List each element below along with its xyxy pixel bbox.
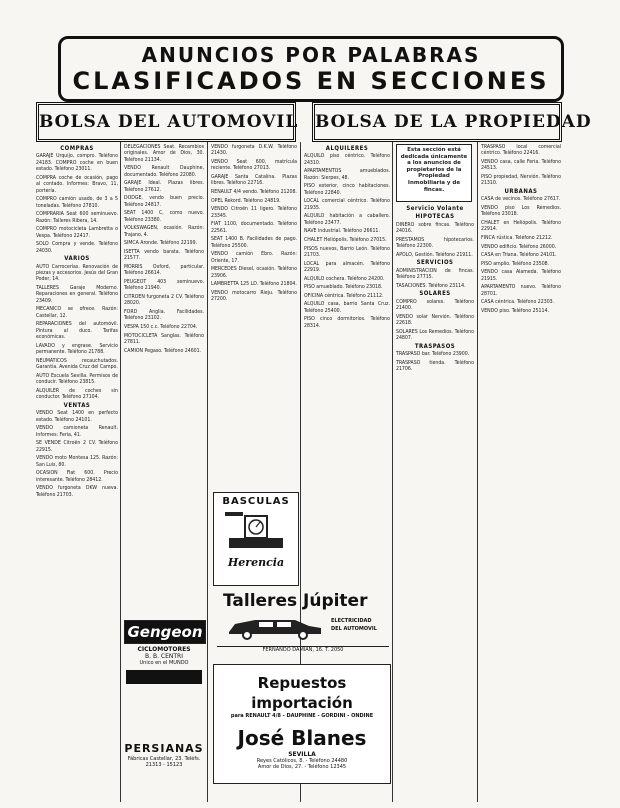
ciclomotores-brand: B. B. CENTRI [145, 653, 183, 660]
subhead-hipotecas: HIPOTECAS [415, 213, 455, 221]
ad-text: NAVE industrial. Teléfono 26611. [304, 228, 380, 235]
ad-text: ALQUILO piso céntrico. Teléfono 24310. [304, 153, 390, 166]
column-6 [481, 144, 561, 794]
ad-text: TRASPASO tienda. Teléfono 21706. [396, 359, 474, 373]
ad-text: COMPRO camión usado, de 3 a 5 toneladas. Teléfono 27810. [36, 196, 118, 209]
basculas-brand: Herencia [227, 556, 285, 569]
ad-text: ALQUILER de coches sin conductor. Teléfono 27104. [36, 387, 118, 401]
ad-text: VENDO furgoneta D.K.W. Teléfono 21430. [211, 144, 297, 157]
ad-text: LAMBRETTA 125 LD. Teléfono 21804. [211, 281, 297, 288]
ad-text: ALQUILO casa, barrio Santa Cruz. Teléfono 25400. [304, 301, 390, 314]
subhead-ventas: VENTAS [63, 401, 91, 409]
column-rule [207, 142, 208, 802]
ad-text: CAMION Pegaso. Teléfono 24601. [124, 347, 202, 354]
ad-text: APARTAMENTO nuevo. Teléfono 28701. [481, 284, 561, 297]
ad-text: PRESTAMOS hipotecarios. Teléfono 22300. [396, 236, 474, 250]
ad-text: AUTO Carrocerías. Renovación de piezas y accesorios. Jesús del Gran Poder, 14. [36, 263, 118, 283]
ad-text: ISETTA vendo barata. Teléfono 21577. [124, 249, 204, 262]
column-rule [120, 142, 121, 802]
ad-text: TRASPASO bar. Teléfono 23900. [396, 351, 470, 358]
ciclomotores-ad [124, 646, 204, 708]
column-3 [211, 144, 297, 484]
column-rule [392, 142, 393, 802]
ad-text: LAVADO y engrase. Servicio permanente. Teléfono 21788. [36, 342, 118, 356]
ad-text: PISOS nuevos, Barrio León. Teléfono 21703. [304, 245, 390, 258]
ad-text: MORRIS Oxford, particular. Teléfono 26614. [124, 264, 204, 277]
ciclomotores-text: Unico en el MUNDO [139, 660, 189, 666]
column-4 [304, 144, 390, 784]
talleres-sub2: DEL AUTOMOVIL [331, 626, 377, 632]
ad-text: FORD Anglia. Facilidades. Teléfono 23102. [124, 309, 204, 322]
ad-text: VENDO solar Nervión. Teléfono 22618. [396, 313, 474, 327]
ad-text: SOLARES Los Remedios. Teléfono 24807. [396, 328, 474, 342]
ciclomotores-title: CICLOMOTORES [137, 646, 191, 653]
ad-text: SEAT 1400 B. Facilidades de pago. Teléfono 25500. [211, 236, 297, 249]
ad-text: VENDO Seat 600, matrícula reciente. Teléfono 27013. [211, 159, 297, 172]
talleres-sub1: ELECTRICIDAD [331, 618, 372, 624]
persianas-title: PERSIANAS [124, 742, 204, 755]
ad-text: VENDO Citroën 11 ligero. Teléfono 23345. [211, 206, 297, 219]
ad-text: VENDO edificio. Teléfono 26000. [481, 243, 557, 250]
jose-blanes-address-1: Reyes Católicos, 8. - Teléfono 24480 [256, 758, 348, 764]
ad-text: CASA céntrica. Teléfono 22303. [481, 299, 555, 306]
ad-text: VENDO casa, calle Feria. Teléfono 24513. [481, 159, 561, 172]
ad-text: TASACIONES. Teléfono 23114. [396, 282, 466, 289]
ad-text: VENDO piso Los Remedios. Teléfono 23018. [481, 205, 561, 218]
ad-text: SOLO Compra y vende. Teléfono 24030. [36, 241, 118, 254]
ad-text: APARTAMENTOS amueblados. Razón: Sierpes, 48. [304, 168, 390, 181]
ad-text: APOLO, Gestión. Teléfono 21911. [396, 251, 473, 258]
nota-box: Esta sección está dedicada únicamente a los anuncios de propietarios de la Propiedad Inmobiliaria y de fincas. [396, 144, 472, 202]
basculas-title: BASCULAS [222, 496, 290, 507]
banner-line-2: CLASIFICADOS EN SECCIONES [72, 67, 550, 95]
ad-text: VESPA 150 c.c. Teléfono 22704. [124, 324, 198, 330]
jose-blanes-address-2: Amor de Dios, 27. - Teléfono 12345 [257, 764, 347, 770]
ad-text: VENDO camión Ebro. Razón: Oriente, 17. [211, 251, 297, 264]
ad-text: VENDO moto Montesa 125. Razón: San Luis, 80. [36, 455, 118, 468]
gengeon-logo: Gengeon [127, 623, 203, 641]
ad-text: PISO amplio. Teléfono 23508. [481, 260, 550, 267]
ad-text: VENDO casa Alameda. Teléfono 21915. [481, 269, 561, 282]
column-1 [36, 144, 118, 804]
ad-text: GARAJE Ideal. Plazas libres. Teléfono 27612. [124, 180, 204, 193]
subhead-varios: VARIOS [64, 255, 90, 263]
ad-text: COMPRA coche de ocasión, pago al contado. Informes: Bravo, 11, portería. [36, 174, 118, 194]
ad-text: PISO exterior, cinco habitaciones. Teléfono 22840. [304, 183, 390, 196]
ad-text: LOCAL comercial céntrico. Teléfono 21935. [304, 198, 390, 211]
ad-text: PISO amueblado. Teléfono 23018. [304, 284, 383, 291]
ad-text: OCASION Fiat 600. Precio interesante. Teléfono 28412. [36, 470, 118, 483]
ad-text: CHALET en Heliópolis. Teléfono 22914. [481, 220, 561, 233]
persianas-text: Fábricas Castellar, 23. Teléfs. 21313 - 15123 [127, 756, 201, 768]
ad-text: VENDO piso. Teléfono 25114. [481, 307, 549, 314]
ad-text: VENDO motocarro Rieju. Teléfono 27200. [211, 289, 297, 303]
ad-text: PISO propiedad, Nervión. Teléfono 21310. [481, 174, 561, 187]
column-5 [396, 144, 474, 794]
subhead-compras: COMPRAS [60, 145, 94, 152]
basculas-ad [213, 492, 299, 586]
subhead-alquileres: ALQUILERES [325, 145, 369, 152]
jose-blanes-city: SEVILLA [288, 751, 316, 758]
ad-text: PEUGEOT 403 seminuevo. Teléfono 21940. [124, 279, 204, 292]
jose-blanes-name: José Blanes [237, 726, 367, 750]
ad-text: DELEGACIONES Seat. Recambios originales. Amor de Dios, 30. Teléfono 21134. [124, 144, 204, 163]
ad-text: OPEL Rekord. Teléfono 24819. [211, 197, 281, 204]
ad-text: REPARACIONES del automóvil. Pintura al duco. Tarifas económicas. [36, 321, 118, 341]
ad-text: CITROEN furgoneta 2 CV. Teléfono 28020. [124, 294, 204, 307]
ad-text: AUTO Escuela Sevilla. Permisos de conducir. Teléfono 23815. [36, 372, 118, 386]
ad-text: SEAT 1400 C, como nuevo. Teléfono 23380. [124, 210, 204, 223]
column-2 [124, 144, 204, 614]
subhead-solares: SOLARES [419, 290, 451, 298]
ad-text: MERCEDES Diesel, ocasión. Teléfono 23906. [211, 266, 297, 279]
ad-text: GARAJE Santa Catalina. Plazas libres. Teléfono 22716. [211, 174, 297, 187]
ad-text: ADMINISTRACION de fincas. Teléfono 27715. [396, 267, 474, 281]
ad-text: DODGE, vendo buen precio. Teléfono 24817. [124, 195, 204, 208]
column-rule [477, 142, 478, 802]
ad-text: ALQUILO cochera. Teléfono 24200. [304, 275, 385, 282]
servicio-volante: Servicio Volante [406, 205, 464, 212]
ad-text: MOTOCICLETA Sanglas. Teléfono 27811. [124, 332, 204, 345]
ad-text: FINCA rústica. Teléfono 21212. [481, 235, 553, 241]
ad-text: CASA de vecinos. Teléfono 27617. [481, 196, 561, 203]
ad-text: SIMCA Aronde. Teléfono 22199. [124, 240, 198, 247]
ad-text: ALQUILO habitación a caballero. Teléfono 23477. [304, 213, 390, 226]
ad-text: MECANICO se ofrece. Razón: Castellar, 12. [36, 306, 118, 319]
ad-text: COMPRARIA Seat 600 seminuevo. Razón: Talleres Ribera, 14. [36, 211, 118, 224]
ad-text: GARAJE Urquijo, compro. Teléfono 24183. COMPRO coche en buen estado. Teléfono 23011. [36, 153, 118, 173]
ad-text: CHALET Heliópolis. Teléfono 27015. [304, 237, 387, 243]
ad-text: VENDO Renault Dauphine, documentado. Teléfono 22080. [124, 165, 204, 178]
ad-text: SE VENDE Citroën 2 CV. Teléfono 22915. [36, 440, 118, 453]
persianas-ad [124, 742, 204, 780]
banner-line-1: ANUNCIOS POR PALABRAS [141, 43, 481, 67]
talleres-title: Talleres Júpiter [223, 591, 368, 611]
ad-text: VENDO Seat 1400 en perfecto estado. Teléfono 24101. [36, 410, 118, 423]
subhead-urbanas: URBANAS [504, 188, 538, 195]
ad-text: VENDO furgoneta DKW nueva. Teléfono 21703. [36, 485, 118, 498]
ad-text: TALLERES Garaje Moderno. Reparaciones en general. Teléfono 23409. [36, 285, 118, 304]
ad-text: PISO cinco dormitorios. Teléfono 28314. [304, 316, 390, 329]
talleres-address: FERNANDO DAMIAN, 16. T. 2050 [217, 646, 389, 653]
classifieds-banner [58, 36, 564, 102]
ad-text: COMPRO solares. Teléfono 21400. [396, 298, 474, 312]
ad-text: DINERO sobre fincas. Teléfono 24016. [396, 221, 474, 235]
ad-text: VOLKSWAGEN, ocasión. Razón: Trajano, 4. [124, 225, 204, 238]
subhead-servicios: SERVICIOS [416, 259, 454, 267]
section-title-automovil: BOLSA DEL AUTOMOVIL [36, 102, 296, 142]
ciclomotores-dark-band [126, 670, 202, 684]
gengeon-ad [124, 620, 206, 644]
ad-text: OFICINA céntrica. Teléfono 21112. [304, 292, 384, 299]
ad-text: RENAULT 4/4 vendo. Teléfono 21208. [211, 189, 297, 195]
ad-text: VENDO camioneta Renault. Informes: Feria, 41. [36, 425, 118, 438]
ad-text: COMPRO motocicleta Lambretta o Vespa. Teléfono 22417. [36, 226, 118, 239]
ad-text: NEUMATICOS recauchutados. Garantía. Avenida Cruz del Campo. [36, 357, 118, 371]
scale-icon [221, 508, 291, 552]
ad-text: FIAT 1100, documentado. Teléfono 22561. [211, 221, 297, 234]
section-title-propiedad: BOLSA DE LA PROPIEDAD [312, 102, 562, 142]
repuestos-title: Repuestos importación [251, 674, 353, 712]
ad-text: CASA en Triana. Teléfono 24101. [481, 252, 557, 259]
subhead-traspasos: TRASPASOS [414, 342, 456, 350]
ad-text: LOCAL para almacén. Teléfono 22919. [304, 260, 390, 273]
ad-text: TRASPASO local comercial céntrico. Teléfono 22416. [481, 144, 561, 157]
repuestos-line: para RENAULT 4/8 - DAUPHINE - GORDINI - ONDINE [230, 713, 374, 719]
